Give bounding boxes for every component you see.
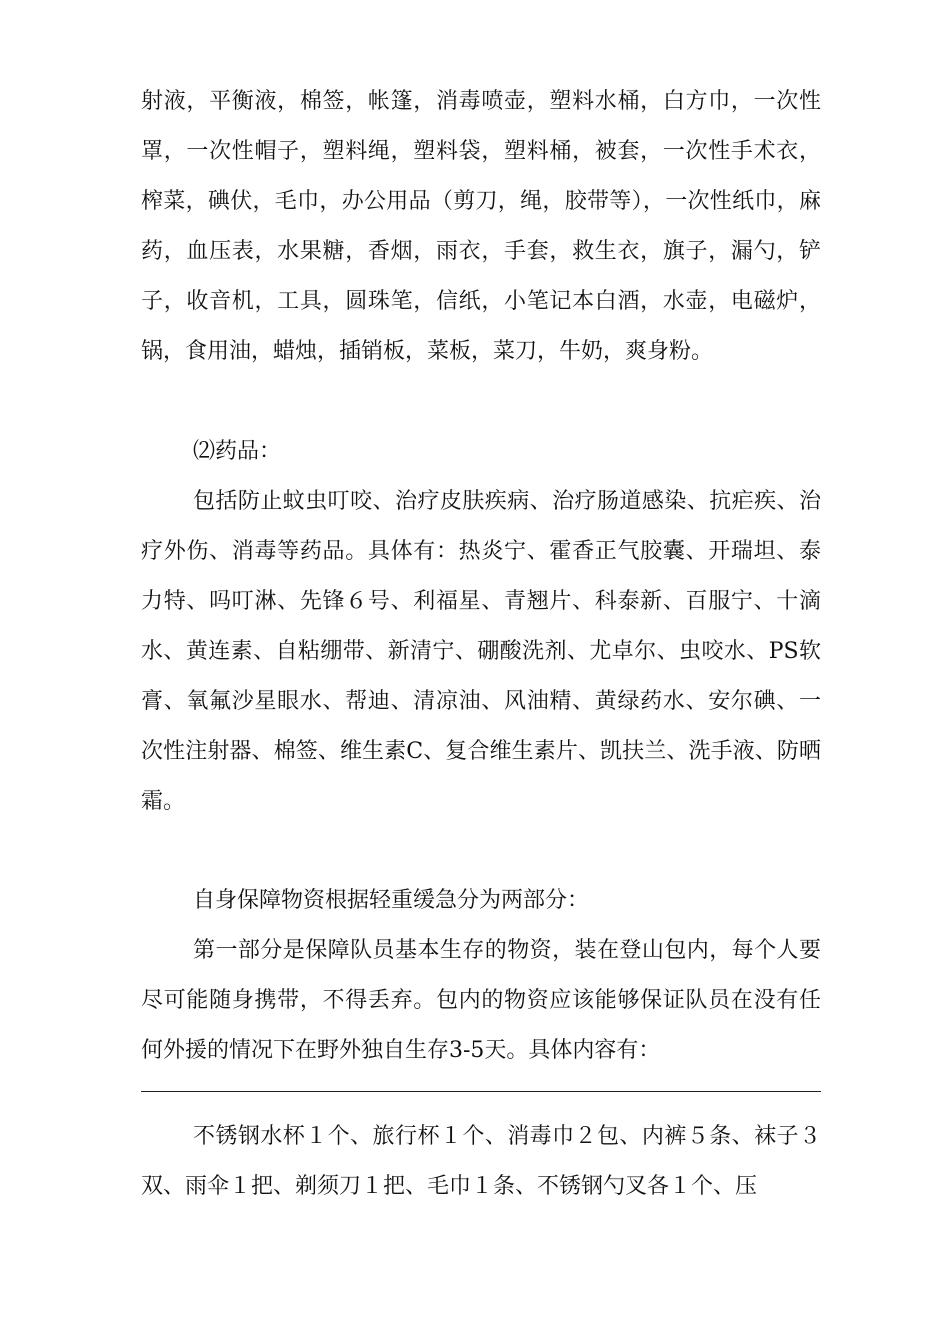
part-one-items-paragraph: 不锈钢水杯１个、旅行杯１个、消毒巾２包、内裤５条、袜子３双、雨伞１把、剃须刀１把、毛巾１条、不锈钢勺叉各１个、压 [141,1124,821,1199]
horizontal-rule [141,1091,821,1092]
medicines-heading: ⑵药品： [193,439,282,464]
supplies-list-paragraph: 射液，平衡液，棉签，帐篷，消毒喷壶，塑料水桶，白方巾，一次性罩，一次性帽子，塑料绳，塑料袋，塑料桶，被套，一次性手术衣，榨菜，碘伏，毛巾，办公用品（剪刀，绳，胶带等），一次性纸巾，麻药，血压表，水果糖，香烟，雨衣，手套，救生衣，旗子，漏勺，铲子，收音机，工具，圆珠笔，信纸，小笔记本白酒，水壶，电磁炉，锅，食用油，蜡烛，插销板，菜板，菜刀，牛奶，爽身粉。 [141,89,821,364]
self-support-intro: 自身保障物资根据轻重缓急分为两部分： [193,888,590,913]
medicines-paragraph: 包括防止蚊虫叮咬、治疗皮肤疾病、治疗肠道感染、抗疟疾、治疗外伤、消毒等药品。具体有：热炎宁、霍香正气胶囊、开瑞坦、泰力特、吗叮淋、先锋６号、利福星、青翘片、科泰新、百服宁、十滴水、黄连素、自粘绷带、新清宁、硼酸洗剂、尤卓尔、虫咬水、PS软膏、氧氟沙星眼水、帮迪、清凉油、风油精、黄绿药水、安尔碘、一次性注射器、棉签、维生素C、复合维生素片、凯扶兰、洗手液、防晒霜。 [141,489,821,814]
part-one-paragraph: 第一部分是保障队员基本生存的物资，装在登山包内，每个人要尽可能随身携带，不得丢弃。包内的物资应该能够保证队员在没有任何外援的情况下在野外独自生存3-5天。具体内容有： [141,938,821,1063]
